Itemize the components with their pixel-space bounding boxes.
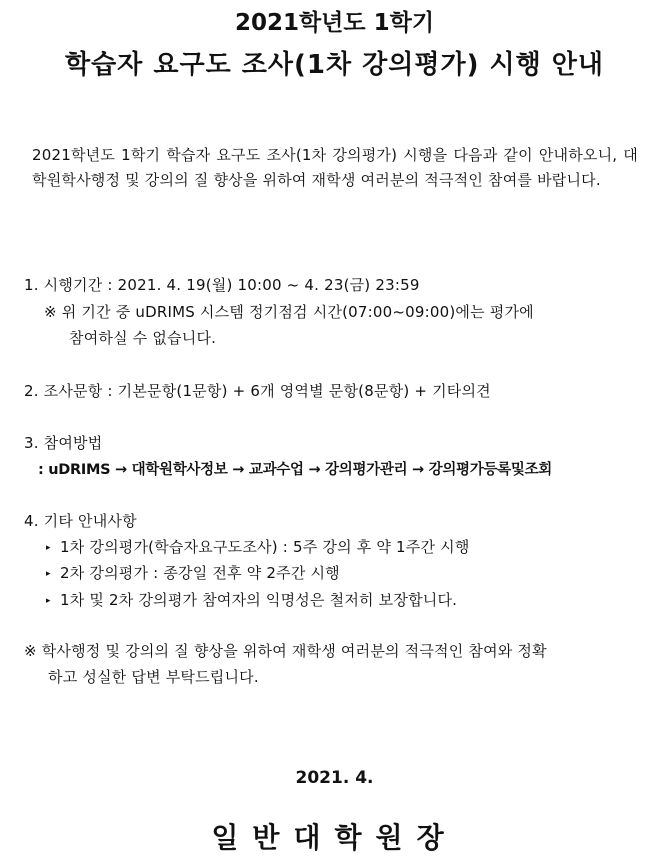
period-heading: 1. 시행기간 : 2021. 4. 19(월) 10:00 ~ 4. 23(금) 23:59	[24, 276, 420, 294]
other-item-text: 1차 강의평가(학습자요구도조사) : 5주 강의 후 약 1주간 시행	[60, 538, 470, 556]
document-title-line1: 2021학년도 1학기	[234, 10, 435, 36]
closing-line2: 하고 성실한 답변 부탁드립니다.	[48, 668, 259, 686]
method-heading: 3. 참여방법	[24, 434, 103, 452]
bullet-triangle-icon: ▸	[46, 596, 51, 606]
intro-paragraph: 2021학년도 1학기 학습자 요구도 조사(1차 강의평가) 시행을 다음과 같이 안내하오니, 대학원학사행정 및 강의의 질 향상을 위하여 재학생 여러분의 적극적인 참여를 바랍니다.	[32, 146, 638, 189]
period-note-line1: ※ 위 기간 중 uDRIMS 시스템 정기점검 시간(07:00~09:00)에는 평가에	[44, 303, 534, 321]
bullet-triangle-icon: ▸	[46, 543, 51, 553]
other-heading: 4. 기타 안내사항	[24, 512, 137, 530]
document-date: 2021. 4.	[295, 768, 374, 788]
method-path: : uDRIMS → 대학원학사정보 → 교과수업 → 강의평가관리 → 강의평가등록및조회	[38, 462, 553, 478]
other-item-text: 2차 강의평가 : 종강일 전후 약 2주간 시행	[60, 564, 340, 582]
document-title-line2: 학습자 요구도 조사(1차 강의평가) 시행 안내	[64, 50, 605, 80]
other-item	[46, 536, 470, 557]
closing-line1: ※ 학사행정 및 강의의 질 향상을 위하여 재학생 여러분의 적극적인 참여와 정확	[24, 642, 547, 660]
other-item	[46, 562, 340, 583]
other-item-text: 1차 및 2차 강의평가 참여자의 익명성은 철저히 보장합니다.	[60, 591, 458, 609]
bullet-triangle-icon: ▸	[46, 569, 51, 579]
other-item	[46, 589, 457, 610]
signer-name: 일반대학원장	[211, 821, 458, 854]
period-note-line2: 참여하실 수 없습니다.	[69, 329, 217, 347]
questions-heading: 2. 조사문항 : 기본문항(1문항) + 6개 영역별 문항(8문항) + 기타의견	[24, 382, 491, 400]
